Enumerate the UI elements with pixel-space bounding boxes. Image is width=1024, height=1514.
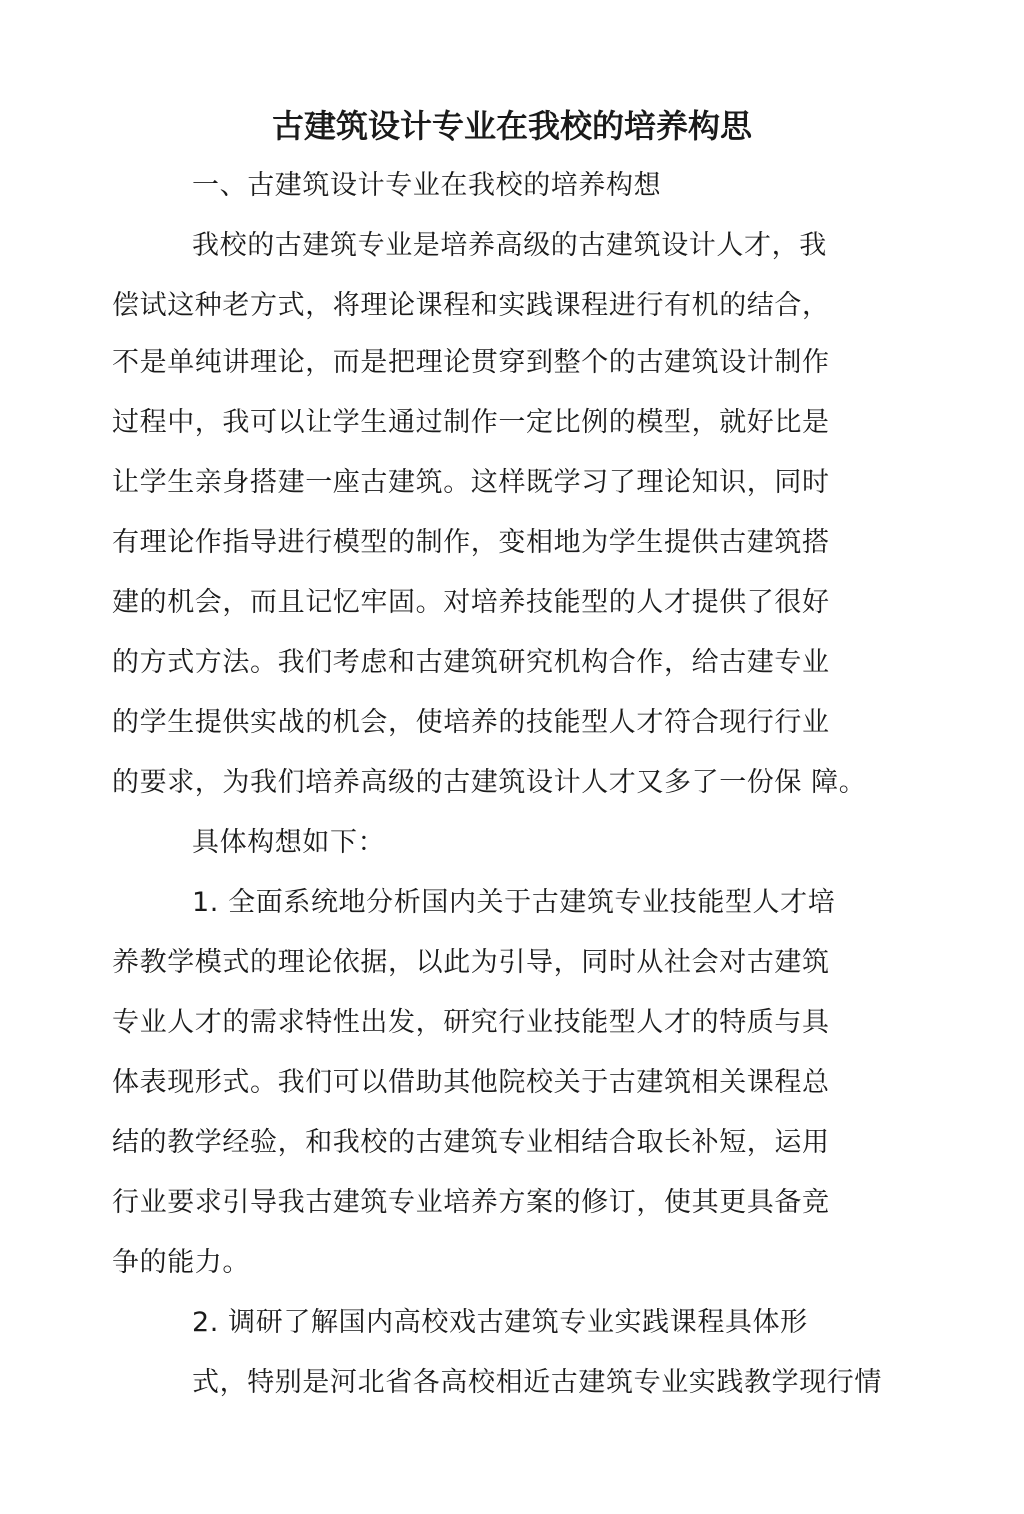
paragraph-line: 的学生提供实战的机会，使培养的技能型人才符合现行行业 <box>112 707 830 738</box>
list-item-line: 2. 调研了解国内高校戏古建筑专业实践课程具体形 <box>192 1307 808 1338</box>
list-item-line: 式，特别是河北省各高校相近古建筑专业实践教学现行情 <box>192 1367 882 1398</box>
list-item-line: 养教学模式的理论依据，以此为引导，同时从社会对古建筑 <box>112 947 830 978</box>
paragraph-line: 偿试这种老方式，将理论课程和实践课程进行有机的结合， <box>112 290 830 321</box>
paragraph-line: 的方式方法。我们考虑和古建筑研究机构合作，给古建专业 <box>112 647 830 678</box>
list-item-line: 专业人才的需求特性出发，研究行业技能型人才的特质与具 <box>112 1007 830 1038</box>
paragraph-line: 我校的古建筑专业是培养高级的古建筑设计人才，我 <box>192 230 827 261</box>
paragraph-line: 过程中，我可以让学生通过制作一定比例的模型，就好比是 <box>112 407 830 438</box>
list-item-line: 1. 全面系统地分析国内关于古建筑专业技能型人才培 <box>192 887 836 918</box>
paragraph-line: 有理论作指导进行模型的制作，变相地为学生提供古建筑搭 <box>112 527 830 558</box>
document-title: 古建筑设计专业在我校的培养构思 <box>271 107 752 145</box>
list-item-line: 体表现形式。我们可以借助其他院校关于古建筑相关课程总 <box>112 1067 830 1098</box>
paragraph-line: 不是单纯讲理论，而是把理论贯穿到整个的古建筑设计制作 <box>112 347 830 378</box>
paragraph-line: 让学生亲身搭建一座古建筑。这样既学习了理论知识，同时 <box>112 467 830 498</box>
paragraph-line: 的要求，为我们培养高级的古建筑设计人才又多了一份保 障。 <box>112 767 867 798</box>
list-item-line: 行业要求引导我古建筑专业培养方案的修订，使其更具备竞 <box>112 1187 830 1218</box>
list-item-line: 争的能力。 <box>112 1247 250 1278</box>
section-heading: 一、古建筑设计专业在我校的培养构想 <box>192 170 662 201</box>
list-item-line: 结的教学经验，和我校的古建筑专业相结合取长补短，运用 <box>112 1127 830 1158</box>
paragraph-line: 具体构想如下： <box>192 827 386 858</box>
paragraph-line: 建的机会，而且记忆牢固。对培养技能型的人才提供了很好 <box>112 587 830 618</box>
